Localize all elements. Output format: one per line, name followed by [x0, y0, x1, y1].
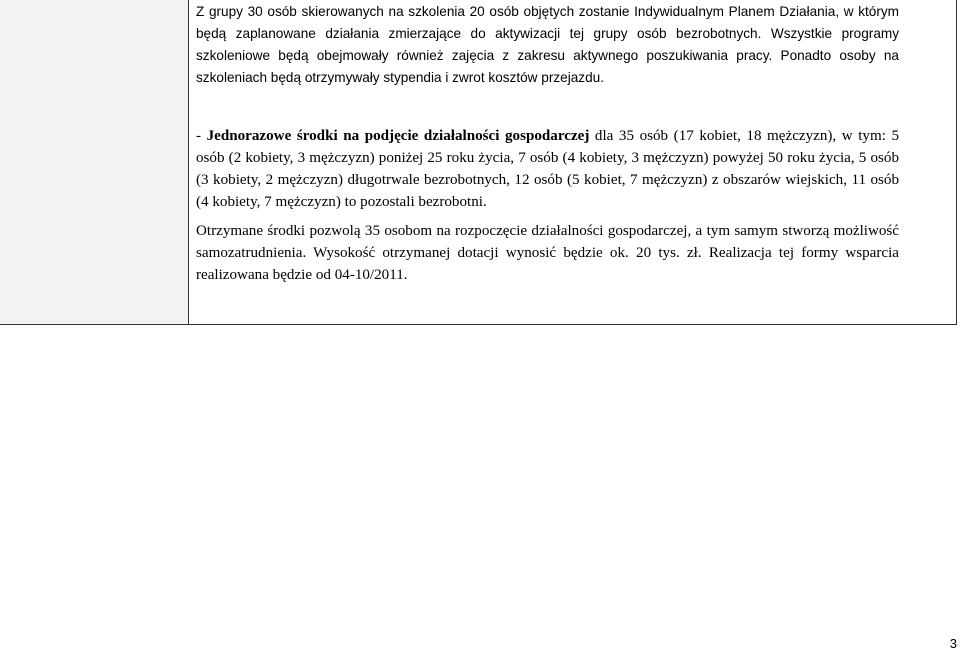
paragraph-business-grants-heading: Jednorazowe środki na podjęcie działalności gospodarczej: [206, 128, 590, 144]
paragraph-business-grants: [196, 125, 899, 213]
paragraph-business-grants-prefix: -: [196, 128, 207, 144]
paragraph-training-groups: Z grupy 30 osób skierowanych na szkolenia 20 osób objętych zostanie Indywidualnym Planem Działania, w którym będą zaplanowane działania zmierzające do aktywizacji tej grupy osób bezrobotnych. Wszystkie programy szkoleniowe będą obejmowały również zajęcia z zakresu aktywnego poszukiwania pracy. Ponadto osoby na szkoleniach będą otrzymywały stypendia i zwrot kosztów przejazdu.: [196, 4, 899, 85]
table-right-column: [189, 0, 956, 324]
table-left-column: [0, 0, 189, 324]
paragraph-grant-outcome: Otrzymane środki pozwolą 35 osobom na rozpoczęcie działalności gospodarczej, a tym samym stworzą możliwość samozatrudnienia. Wysokość otrzymanej dotacji wynosić będzie ok. 20 tys. zł. Realizacja tej formy wsparcia realizowana będzie od 04-10/2011.: [196, 223, 899, 283]
paragraph-business-grants-body: dla 35 osób (17 kobiet, 18 mężczyzn), w tym: 5 osób (2 kobiety, 3 mężczyzn) poniżej 25 roku życia, 7 osób (4 kobiety, 3 mężczyzn) powyżej 50 roku życia, 5 osób (3 kobiety, 2 mężczyzn) długotrwale bezrobotnych, 12 osób (5 kobiet, 7 mężczyzn) z obszarów wiejskich, 11 osób (4 kobiety, 7 mężczyzn) to pozostali bezrobotni.: [196, 128, 899, 210]
page-number: 3: [949, 636, 957, 651]
document-table: [0, 0, 957, 325]
